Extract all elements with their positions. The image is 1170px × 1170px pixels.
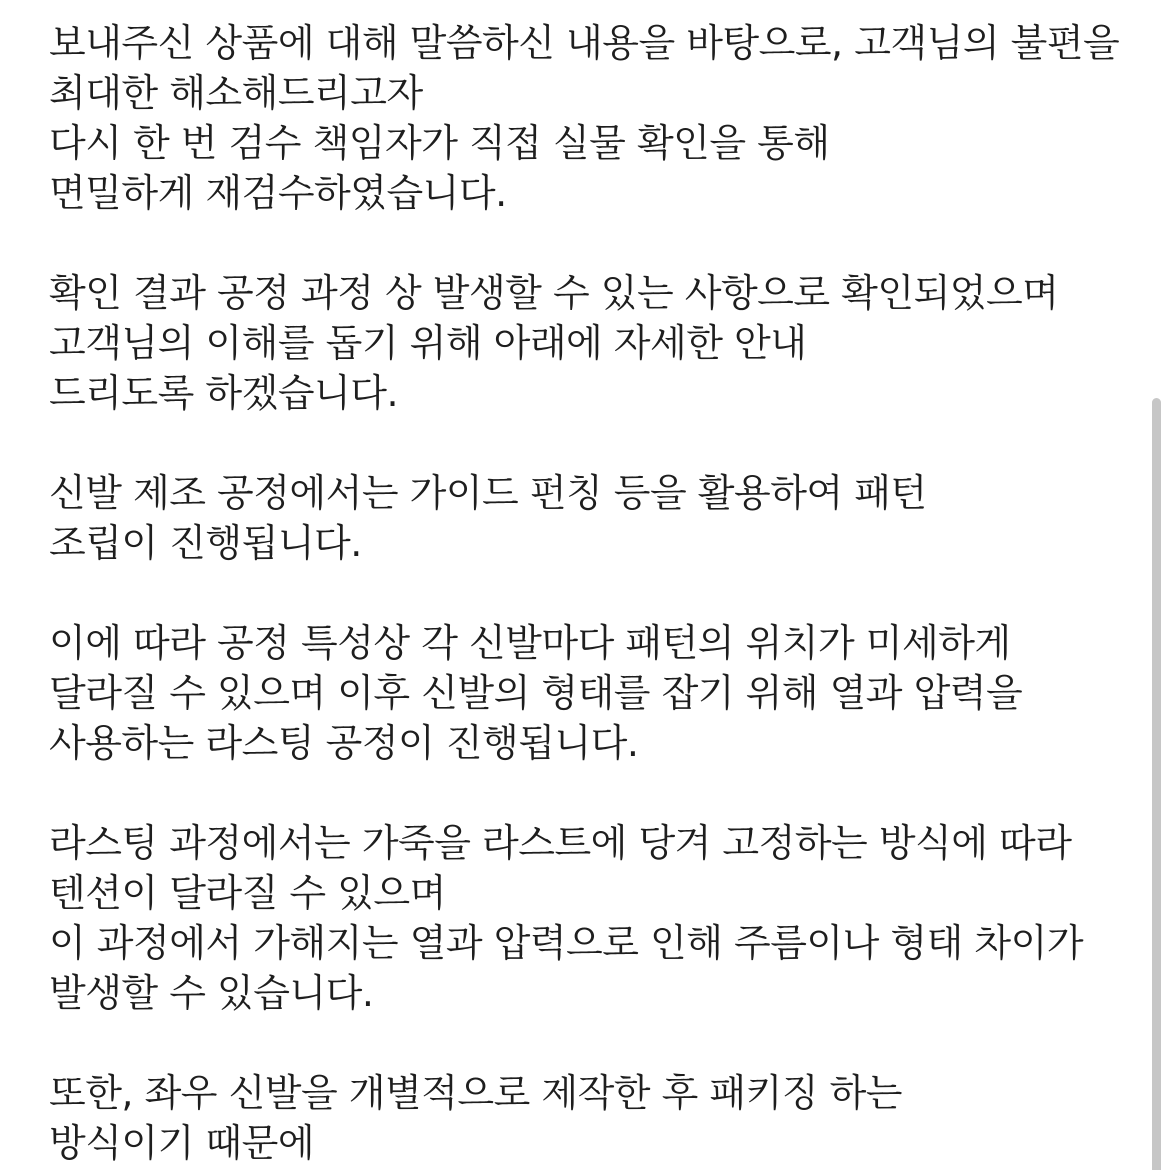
paragraph-gap [49, 1018, 1139, 1068]
text-line: 다시 한 번 검수 책임자가 직접 실물 확인을 통해 [49, 121, 830, 165]
paragraph-gap [49, 768, 1139, 818]
paragraph-gap [49, 218, 1139, 268]
paragraph-5 [49, 818, 1139, 1018]
vertical-scrollbar[interactable] [1152, 398, 1161, 1170]
text-line: 발생할 수 있습니다. [49, 971, 374, 1015]
text-line: 달라질 수 있으며 이후 신발의 형태를 잡기 위해 열과 압력을 [49, 671, 1023, 715]
text-line: 이 과정에서 가해지는 열과 압력으로 인해 주름이나 형태 차이가 [49, 921, 1084, 965]
text-line: 방식이기 때문에 [49, 1121, 315, 1165]
paragraph-1 [49, 18, 1139, 218]
paragraph-gap [49, 418, 1139, 468]
text-line: 라스팅 과정에서는 가죽을 라스트에 당겨 고정하는 방식에 따라 [49, 821, 1072, 865]
text-line: 텐션이 달라질 수 있으며 [49, 871, 446, 915]
text-line: 조립이 진행됩니다. [49, 521, 362, 565]
text-line: 드리도록 하겠습니다. [49, 371, 399, 415]
text-line: 면밀하게 재검수하였습니다. [49, 171, 507, 215]
message-body [49, 18, 1139, 1168]
text-line: 최대한 해소해드리고자 [49, 71, 423, 115]
paragraph-4 [49, 618, 1139, 768]
paragraph-3 [49, 468, 1139, 568]
paragraph-gap [49, 568, 1139, 618]
text-line: 보내주신 상품에 대해 말씀하신 내용을 바탕으로, 고객님의 불편을 [49, 21, 1120, 65]
text-line: 확인 결과 공정 과정 상 발생할 수 있는 사항으로 확인되었으며 [49, 271, 1059, 315]
paragraph-2 [49, 268, 1139, 418]
paragraph-6 [49, 1068, 1139, 1168]
text-line: 사용하는 라스팅 공정이 진행됩니다. [49, 721, 639, 765]
text-line: 또한, 좌우 신발을 개별적으로 제작한 후 패키징 하는 [49, 1071, 903, 1115]
text-line: 신발 제조 공정에서는 가이드 펀칭 등을 활용하여 패턴 [49, 471, 927, 515]
text-line: 고객님의 이해를 돕기 위해 아래에 자세한 안내 [49, 321, 807, 365]
text-line: 이에 따라 공정 특성상 각 신발마다 패턴의 위치가 미세하게 [49, 621, 1011, 665]
